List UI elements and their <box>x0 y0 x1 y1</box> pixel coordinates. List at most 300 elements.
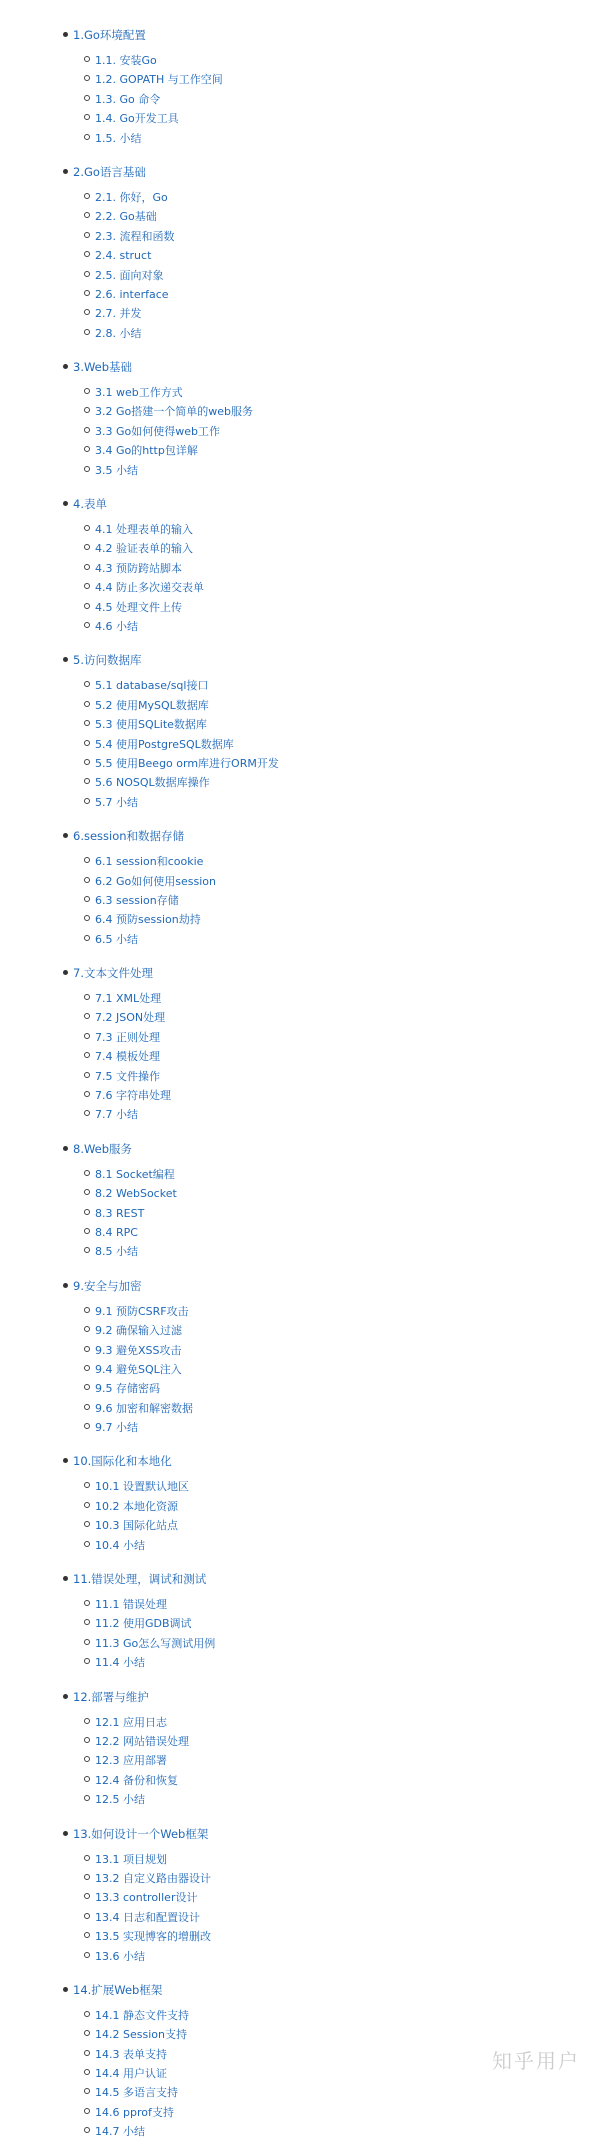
section-item <box>0 459 600 478</box>
section-link[interactable]: 10.2 本地化资源 <box>95 1499 178 1513</box>
bullet-icon <box>63 1694 68 1699</box>
section-item <box>0 68 600 87</box>
circle-bullet-icon <box>84 1619 90 1625</box>
circle-bullet-icon <box>84 915 90 921</box>
circle-bullet-icon <box>84 1639 90 1645</box>
section-list <box>0 1593 600 1671</box>
section-link[interactable]: 5.7 小结 <box>95 795 138 809</box>
section-item <box>0 1534 600 1553</box>
section-link[interactable]: 4.5 处理文件上传 <box>95 600 182 614</box>
section-link[interactable]: 13.4 日志和配置设计 <box>95 1910 200 1924</box>
bullet-icon <box>63 1831 68 1836</box>
bullet-icon <box>63 833 68 838</box>
zhihu-watermark: 知乎用户 <box>492 2049 580 2073</box>
section-link[interactable]: 9.1 预防CSRF攻击 <box>95 1304 189 1318</box>
section-link[interactable]: 5.5 使用Beego orm库进行ORM开发 <box>95 756 279 770</box>
section-link[interactable]: 9.6 加密和解密数据 <box>95 1401 193 1415</box>
section-item <box>0 752 600 771</box>
section-link[interactable]: 13.5 实现博客的增删改 <box>95 1930 211 1944</box>
section-item <box>0 322 600 341</box>
section-link[interactable]: 5.2 使用MySQL数据库 <box>95 698 209 712</box>
chapter-link[interactable]: 7.文本文件处理 <box>73 966 153 981</box>
section-item <box>0 1182 600 1201</box>
table-of-contents <box>0 22 600 2153</box>
chapter-link[interactable]: 12.部署与维护 <box>73 1689 149 1704</box>
section-item <box>0 2081 600 2100</box>
section-item <box>0 908 600 927</box>
bullet-icon <box>63 1576 68 1581</box>
section-link[interactable]: 13.2 自定义路由器设计 <box>95 1871 211 1885</box>
section-link[interactable]: 1.2. GOPATH 与工作空间 <box>95 73 223 87</box>
circle-bullet-icon <box>84 1541 90 1547</box>
circle-bullet-icon <box>84 1365 90 1371</box>
circle-bullet-icon <box>84 1874 90 1880</box>
section-link[interactable]: 2.4. struct <box>95 249 152 263</box>
section-link[interactable]: 4.2 验证表单的输入 <box>95 542 193 556</box>
section-link[interactable]: 9.5 存储密码 <box>95 1382 160 1396</box>
section-link[interactable]: 10.4 小结 <box>95 1538 145 1552</box>
chapter <box>0 22 600 146</box>
section-item <box>0 1319 600 1338</box>
circle-bullet-icon <box>84 271 90 277</box>
section-item <box>0 88 600 107</box>
circle-bullet-icon <box>84 1326 90 1332</box>
chapter <box>0 1448 600 1553</box>
circle-bullet-icon <box>84 525 90 531</box>
chapter-heading <box>0 22 600 46</box>
circle-bullet-icon <box>84 2050 90 2056</box>
circle-bullet-icon <box>84 1346 90 1352</box>
circle-bullet-icon <box>84 564 90 570</box>
section-item <box>0 850 600 869</box>
section-item <box>0 1514 600 1533</box>
section-item <box>0 1945 600 1964</box>
circle-bullet-icon <box>84 251 90 257</box>
section-item <box>0 576 600 595</box>
circle-bullet-icon <box>84 1855 90 1861</box>
section-link[interactable]: 13.1 项目规划 <box>95 1852 167 1866</box>
bullet-icon <box>63 1987 68 1992</box>
section-link[interactable]: 14.1 静态文件支持 <box>95 2008 189 2022</box>
section-link[interactable]: 8.2 WebSocket <box>95 1187 177 1201</box>
section-link[interactable]: 5.1 database/sql接口 <box>95 679 209 693</box>
section-item <box>0 1593 600 1612</box>
chapter-link[interactable]: 14.扩展Web框架 <box>73 1982 163 1997</box>
circle-bullet-icon <box>84 1932 90 1938</box>
section-link[interactable]: 7.2 JSON处理 <box>95 1011 166 1025</box>
section-item <box>0 2120 600 2139</box>
section-link[interactable]: 8.4 RPC <box>95 1225 138 1239</box>
section-item <box>0 2101 600 2120</box>
chapter <box>0 823 600 947</box>
circle-bullet-icon <box>84 1952 90 1958</box>
circle-bullet-icon <box>84 329 90 335</box>
section-item <box>0 400 600 419</box>
bullet-icon <box>63 32 68 37</box>
section-item <box>0 283 600 302</box>
circle-bullet-icon <box>84 701 90 707</box>
chapter-heading <box>0 354 600 378</box>
chapter <box>0 354 600 478</box>
section-list <box>0 186 600 341</box>
chapter-heading <box>0 823 600 847</box>
section-link[interactable]: 9.3 避免XSS攻击 <box>95 1343 182 1357</box>
section-link[interactable]: 4.1 处理表单的输入 <box>95 523 193 537</box>
section-link[interactable]: 2.7. 并发 <box>95 307 142 321</box>
circle-bullet-icon <box>84 1502 90 1508</box>
chapter-link[interactable]: 8.Web服务 <box>73 1141 133 1156</box>
circle-bullet-icon <box>84 2030 90 2036</box>
circle-bullet-icon <box>84 1307 90 1313</box>
section-item <box>0 107 600 126</box>
section-item <box>0 2023 600 2042</box>
circle-bullet-icon <box>84 1091 90 1097</box>
section-item <box>0 1886 600 1905</box>
section-link[interactable]: 6.3 session存储 <box>95 893 179 907</box>
section-item <box>0 733 600 752</box>
section-link[interactable]: 6.1 session和cookie <box>95 855 204 869</box>
section-item <box>0 870 600 889</box>
circle-bullet-icon <box>84 1600 90 1606</box>
circle-bullet-icon <box>84 622 90 628</box>
section-link[interactable]: 13.3 controller设计 <box>95 1891 198 1905</box>
section-link[interactable]: 6.2 Go如何使用session <box>95 874 216 888</box>
circle-bullet-icon <box>84 994 90 1000</box>
section-link[interactable]: 7.1 XML处理 <box>95 992 162 1006</box>
section-item <box>0 1065 600 1084</box>
section-item <box>0 1416 600 1435</box>
section-link[interactable]: 1.3. Go 命令 <box>95 92 161 106</box>
chapter <box>0 960 600 1123</box>
section-item <box>0 1202 600 1221</box>
circle-bullet-icon <box>84 1013 90 1019</box>
section-item <box>0 1632 600 1651</box>
section-item <box>0 244 600 263</box>
section-link[interactable]: 7.4 模板处理 <box>95 1050 160 1064</box>
circle-bullet-icon <box>84 1521 90 1527</box>
circle-bullet-icon <box>84 1209 90 1215</box>
section-item <box>0 1475 600 1494</box>
circle-bullet-icon <box>84 759 90 765</box>
circle-bullet-icon <box>84 1423 90 1429</box>
section-item <box>0 1711 600 1730</box>
section-item <box>0 264 600 283</box>
circle-bullet-icon <box>84 2011 90 2017</box>
section-list <box>0 1848 600 1964</box>
circle-bullet-icon <box>84 583 90 589</box>
section-link[interactable]: 7.6 字符串处理 <box>95 1089 171 1103</box>
section-link[interactable]: 4.4 防止多次递交表单 <box>95 581 204 595</box>
circle-bullet-icon <box>84 114 90 120</box>
section-item <box>0 49 600 68</box>
section-link[interactable]: 8.5 小结 <box>95 1245 138 1259</box>
chapter-heading <box>0 159 600 183</box>
bullet-icon <box>63 970 68 975</box>
circle-bullet-icon <box>84 2069 90 2075</box>
section-item <box>0 537 600 556</box>
circle-bullet-icon <box>84 1893 90 1899</box>
chapter-heading <box>0 1684 600 1708</box>
section-item <box>0 186 600 205</box>
circle-bullet-icon <box>84 1247 90 1253</box>
circle-bullet-icon <box>84 1228 90 1234</box>
circle-bullet-icon <box>84 1110 90 1116</box>
section-link[interactable]: 14.3 表单支持 <box>95 2047 167 2061</box>
section-link[interactable]: 7.5 文件操作 <box>95 1069 160 1083</box>
section-item <box>0 1163 600 1182</box>
section-link[interactable]: 10.1 设置默认地区 <box>95 1480 189 1494</box>
section-link[interactable]: 2.2. Go基础 <box>95 210 157 224</box>
section-list <box>0 1163 600 1260</box>
circle-bullet-icon <box>84 1658 90 1664</box>
section-item <box>0 1925 600 1944</box>
section-link[interactable]: 2.1. 你好，Go <box>95 190 168 204</box>
circle-bullet-icon <box>84 388 90 394</box>
section-link[interactable]: 14.4 用户认证 <box>95 2067 167 2081</box>
chapter <box>0 1273 600 1436</box>
circle-bullet-icon <box>84 2127 90 2133</box>
circle-bullet-icon <box>84 1033 90 1039</box>
chapter <box>0 159 600 341</box>
circle-bullet-icon <box>84 603 90 609</box>
section-list <box>0 1300 600 1436</box>
circle-bullet-icon <box>84 740 90 746</box>
chapter-link[interactable]: 10.国际化和本地化 <box>73 1454 172 1469</box>
section-item <box>0 205 600 224</box>
chapter <box>0 491 600 634</box>
bullet-icon <box>63 169 68 174</box>
section-link[interactable]: 3.1 web工作方式 <box>95 386 183 400</box>
circle-bullet-icon <box>84 134 90 140</box>
circle-bullet-icon <box>84 778 90 784</box>
section-list <box>0 518 600 634</box>
section-link[interactable]: 8.1 Socket编程 <box>95 1167 175 1181</box>
section-item <box>0 1397 600 1416</box>
section-item <box>0 1006 600 1025</box>
circle-bullet-icon <box>84 1052 90 1058</box>
circle-bullet-icon <box>84 95 90 101</box>
section-list <box>0 987 600 1123</box>
section-link[interactable]: 3.5 小结 <box>95 463 138 477</box>
circle-bullet-icon <box>84 1189 90 1195</box>
section-item <box>0 518 600 537</box>
section-link[interactable]: 4.6 小结 <box>95 619 138 633</box>
section-link[interactable]: 2.8. 小结 <box>95 326 142 340</box>
section-item <box>0 127 600 146</box>
section-item <box>0 1749 600 1768</box>
section-list <box>0 381 600 478</box>
section-link[interactable]: 5.3 使用SQLite数据库 <box>95 718 207 732</box>
circle-bullet-icon <box>84 1776 90 1782</box>
chapter <box>0 1821 600 1964</box>
section-item <box>0 694 600 713</box>
section-link[interactable]: 1.5. 小结 <box>95 131 142 145</box>
section-item <box>0 771 600 790</box>
bullet-icon <box>63 1283 68 1288</box>
section-link[interactable]: 2.6. interface <box>95 287 169 301</box>
bullet-icon <box>63 364 68 369</box>
section-link[interactable]: 12.5 小结 <box>95 1793 145 1807</box>
circle-bullet-icon <box>84 1072 90 1078</box>
section-link[interactable]: 9.4 避免SQL注入 <box>95 1362 182 1376</box>
chapter <box>0 647 600 810</box>
circle-bullet-icon <box>84 720 90 726</box>
circle-bullet-icon <box>84 232 90 238</box>
circle-bullet-icon <box>84 935 90 941</box>
chapter <box>0 1684 600 1808</box>
chapter-heading <box>0 1273 600 1297</box>
section-item <box>0 1848 600 1867</box>
section-link[interactable]: 14.2 Session支持 <box>95 2028 187 2042</box>
section-link[interactable]: 2.3. 流程和函数 <box>95 229 175 243</box>
circle-bullet-icon <box>84 1404 90 1410</box>
section-link[interactable]: 12.1 应用日志 <box>95 1715 167 1729</box>
circle-bullet-icon <box>84 798 90 804</box>
circle-bullet-icon <box>84 75 90 81</box>
section-item <box>0 1045 600 1064</box>
section-item <box>0 1730 600 1749</box>
circle-bullet-icon <box>84 1170 90 1176</box>
section-item <box>0 2004 600 2023</box>
chapter-link[interactable]: 2.Go语言基础 <box>73 164 146 179</box>
section-item <box>0 596 600 615</box>
circle-bullet-icon <box>84 290 90 296</box>
section-list <box>0 49 600 146</box>
section-item <box>0 1612 600 1631</box>
chapter-link[interactable]: 5.访问数据库 <box>73 653 142 668</box>
section-link[interactable]: 1.1. 安装Go <box>95 54 157 67</box>
circle-bullet-icon <box>84 857 90 863</box>
section-item <box>0 1240 600 1259</box>
circle-bullet-icon <box>84 544 90 550</box>
chapter-heading <box>0 1566 600 1590</box>
section-link[interactable]: 3.3 Go如何使得web工作 <box>95 424 220 438</box>
circle-bullet-icon <box>84 2088 90 2094</box>
chapter-heading <box>0 1821 600 1845</box>
section-link[interactable]: 9.7 小结 <box>95 1421 138 1435</box>
section-item <box>0 1103 600 1122</box>
circle-bullet-icon <box>84 407 90 413</box>
section-item <box>0 1300 600 1319</box>
circle-bullet-icon <box>84 212 90 218</box>
section-link[interactable]: 13.6 小结 <box>95 1949 145 1963</box>
section-link[interactable]: 14.5 多语言支持 <box>95 2086 178 2100</box>
section-link[interactable]: 11.4 小结 <box>95 1656 145 1670</box>
section-link[interactable]: 11.1 错误处理 <box>95 1598 167 1612</box>
section-link[interactable]: 10.3 国际化站点 <box>95 1519 178 1533</box>
chapter-link[interactable]: 11.错误处理，调试和测试 <box>73 1572 207 1587</box>
section-item <box>0 1867 600 1886</box>
section-item <box>0 1084 600 1103</box>
section-link[interactable]: 12.4 备份和恢复 <box>95 1773 178 1787</box>
circle-bullet-icon <box>84 1756 90 1762</box>
circle-bullet-icon <box>84 466 90 472</box>
circle-bullet-icon <box>84 681 90 687</box>
circle-bullet-icon <box>84 896 90 902</box>
circle-bullet-icon <box>84 2108 90 2114</box>
section-link[interactable]: 7.3 正则处理 <box>95 1030 160 1044</box>
chapter-heading <box>0 491 600 515</box>
bullet-icon <box>63 501 68 506</box>
section-link[interactable]: 6.5 小结 <box>95 932 138 946</box>
section-list <box>0 1711 600 1808</box>
section-link[interactable]: 14.6 pprof支持 <box>95 2105 174 2119</box>
section-link[interactable]: 3.2 Go搭建一个简单的web服务 <box>95 405 253 419</box>
chapter-heading <box>0 960 600 984</box>
section-link[interactable]: 11.2 使用GDB调试 <box>95 1617 192 1631</box>
section-link[interactable]: 5.6 NOSQL数据库操作 <box>95 776 210 790</box>
section-item <box>0 615 600 634</box>
section-item <box>0 439 600 458</box>
circle-bullet-icon <box>84 309 90 315</box>
section-item <box>0 1906 600 1925</box>
bullet-icon <box>63 1458 68 1463</box>
section-item <box>0 225 600 244</box>
section-link[interactable]: 3.4 Go的http包详解 <box>95 444 198 458</box>
section-item <box>0 889 600 908</box>
section-item <box>0 791 600 810</box>
section-link[interactable]: 5.4 使用PostgreSQL数据库 <box>95 737 234 751</box>
section-item <box>0 928 600 947</box>
chapter-link[interactable]: 4.表单 <box>73 497 107 512</box>
section-item <box>0 674 600 693</box>
circle-bullet-icon <box>84 1913 90 1919</box>
chapter-heading <box>0 1977 600 2001</box>
section-link[interactable]: 6.4 预防session劫持 <box>95 913 201 927</box>
chapter-link[interactable]: 1.Go环境配置 <box>73 28 146 42</box>
section-item <box>0 1651 600 1670</box>
section-link[interactable]: 7.7 小结 <box>95 1108 138 1122</box>
chapter-link[interactable]: 13.如何设计一个Web框架 <box>73 1826 209 1841</box>
section-item <box>0 1377 600 1396</box>
chapter <box>0 1566 600 1671</box>
section-item <box>0 987 600 1006</box>
circle-bullet-icon <box>84 56 90 62</box>
section-link[interactable]: 12.3 应用部署 <box>95 1754 167 1768</box>
section-item <box>0 713 600 732</box>
chapter-link[interactable]: 6.session和数据存储 <box>73 829 185 844</box>
section-list <box>0 1475 600 1553</box>
circle-bullet-icon <box>84 1718 90 1724</box>
section-link[interactable]: 1.4. Go开发工具 <box>95 112 179 126</box>
section-link[interactable]: 2.5. 面向对象 <box>95 268 164 282</box>
section-link[interactable]: 4.3 预防跨站脚本 <box>95 561 182 575</box>
chapter-link[interactable]: 9.安全与加密 <box>73 1278 142 1293</box>
section-item <box>0 1339 600 1358</box>
chapter-heading <box>0 1136 600 1160</box>
circle-bullet-icon <box>84 1482 90 1488</box>
circle-bullet-icon <box>84 446 90 452</box>
circle-bullet-icon <box>84 427 90 433</box>
circle-bullet-icon <box>84 193 90 199</box>
section-link[interactable]: 9.2 确保输入过滤 <box>95 1324 182 1338</box>
chapter-link[interactable]: 3.Web基础 <box>73 360 133 375</box>
section-item <box>0 302 600 321</box>
section-link[interactable]: 11.3 Go怎么写测试用例 <box>95 1636 216 1650</box>
section-list <box>0 674 600 810</box>
chapter-heading <box>0 647 600 671</box>
section-link[interactable]: 8.3 REST <box>95 1206 145 1220</box>
section-item <box>0 1358 600 1377</box>
section-item <box>0 1221 600 1240</box>
section-item <box>0 557 600 576</box>
section-item <box>0 1495 600 1514</box>
section-item <box>0 381 600 400</box>
bullet-icon <box>63 657 68 662</box>
section-link[interactable]: 14.7 小结 <box>95 2125 145 2139</box>
section-link[interactable]: 12.2 网站错误处理 <box>95 1735 189 1748</box>
chapter-heading <box>0 1448 600 1472</box>
